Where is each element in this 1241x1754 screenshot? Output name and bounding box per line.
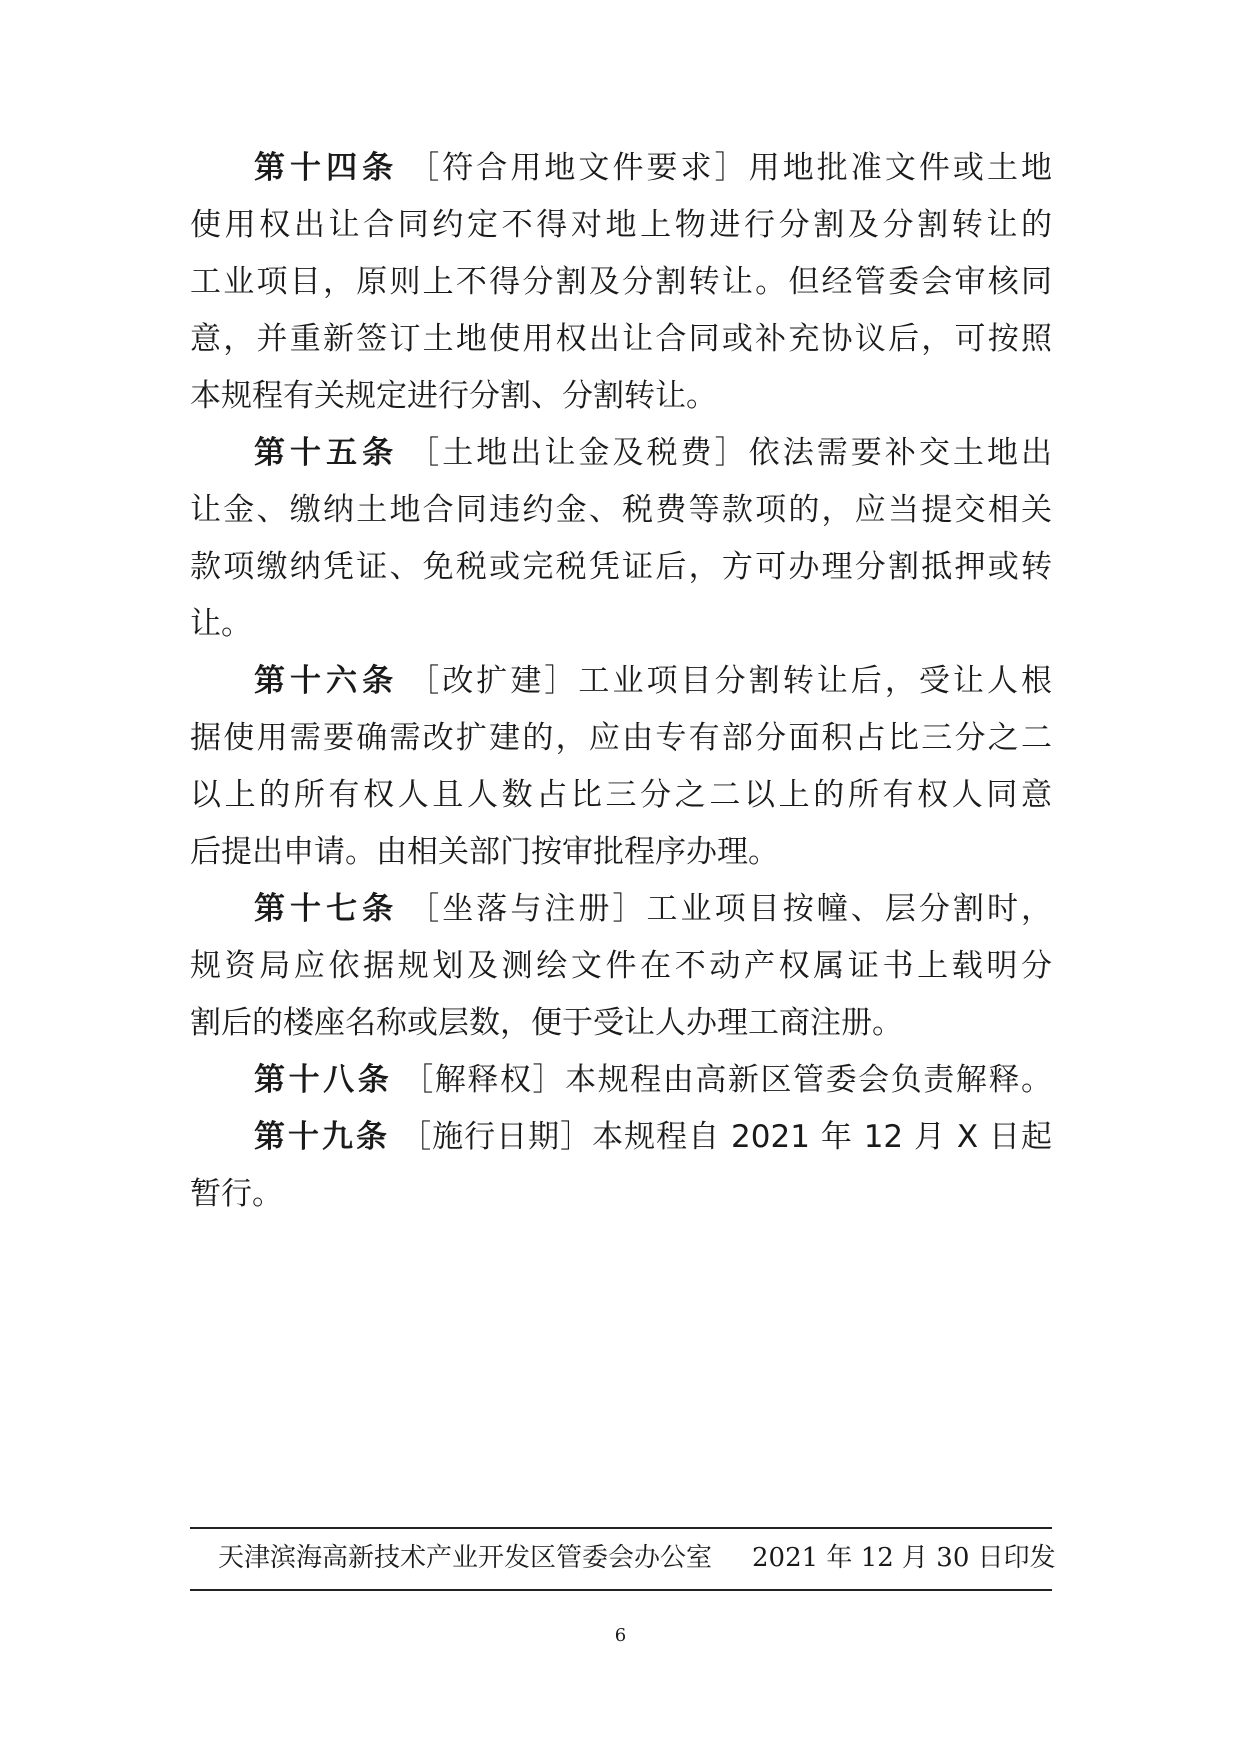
article-16-line-4: 后提出申请。由相关部门按审批程序办理。	[190, 834, 779, 870]
article-17-line-2: 规资局应依据规划及测绘文件在不动产权属证书上载明分	[190, 948, 1052, 984]
page-number: 6	[614, 1625, 627, 1646]
article-16-line-2: 据使用需要确需改扩建的，应由专有部分面积占比三分之二	[190, 720, 1052, 756]
article-15-text-1: 依法需要补交土地出	[748, 435, 1052, 471]
article-15-line-1	[254, 421, 1052, 485]
footer-issue-date: 2021 年 12 月 30 日印发	[752, 1543, 1056, 1573]
article-16-text-1: 工业项目分割转让后，受让人根	[578, 663, 1052, 699]
article-14-line-1	[254, 136, 1052, 200]
article-14-text-1: 用地批准文件或土地	[748, 150, 1052, 186]
article-16-line-3: 以上的所有权人且人数占比三分之二以上的所有权人同意	[190, 777, 1052, 813]
article-15-title: ［土地出让金及税费］	[408, 435, 749, 471]
article-18-title: ［解释权］	[402, 1062, 566, 1098]
article-19-line-2: 暂行。	[190, 1176, 283, 1212]
article-14-line-2: 使用权出让合同约定不得对地上物进行分割及分割转让的	[190, 207, 1052, 243]
article-15-line-2: 让金、缴纳土地合同违约金、税费等款项的，应当提交相关	[190, 492, 1052, 528]
article-14-line-5: 本规程有关规定进行分割、分割转让。	[190, 378, 717, 414]
article-16-line-1	[254, 649, 1052, 713]
article-16-title: ［改扩建］	[408, 663, 579, 699]
article-14-line-4: 意，并重新签订土地使用权出让合同或补充协议后，可按照	[190, 321, 1052, 357]
article-19-line-1	[254, 1105, 1052, 1169]
footer-organization: 天津滨海高新技术产业开发区管委会办公室	[218, 1543, 713, 1573]
article-17-title: ［坐落与注册］	[408, 891, 647, 927]
article-16-number: 第十六条	[254, 663, 399, 699]
article-19-number: 第十九条	[254, 1119, 391, 1155]
article-19-text-1: 本规程自 2021 年 12 月 X 日起	[592, 1119, 1052, 1155]
article-18-line-1	[254, 1048, 1052, 1112]
article-15-number: 第十五条	[254, 435, 399, 471]
article-14-line-3: 工业项目，原则上不得分割及分割转让。但经管委会审核同	[190, 264, 1052, 300]
article-15-line-4: 让。	[190, 606, 252, 642]
footer-bottom-rule	[190, 1589, 1052, 1591]
article-18-text-1: 本规程由高新区管委会负责解释。	[565, 1062, 1052, 1098]
article-14-title: ［符合用地文件要求］	[408, 150, 749, 186]
article-15-line-3: 款项缴纳凭证、免税或完税凭证后，方可办理分割抵押或转	[190, 549, 1052, 585]
article-17-text-1: 工业项目按幢、层分割时，	[646, 891, 1052, 927]
article-17-line-3: 割后的楼座名称或层数，便于受让人办理工商注册。	[190, 1005, 903, 1041]
article-19-title: ［施行日期］	[400, 1119, 593, 1155]
footer-top-rule	[190, 1527, 1052, 1529]
article-17-line-1	[254, 877, 1052, 941]
article-17-number: 第十七条	[254, 891, 399, 927]
article-18-number: 第十八条	[254, 1062, 393, 1098]
article-14-number: 第十四条	[254, 150, 399, 186]
